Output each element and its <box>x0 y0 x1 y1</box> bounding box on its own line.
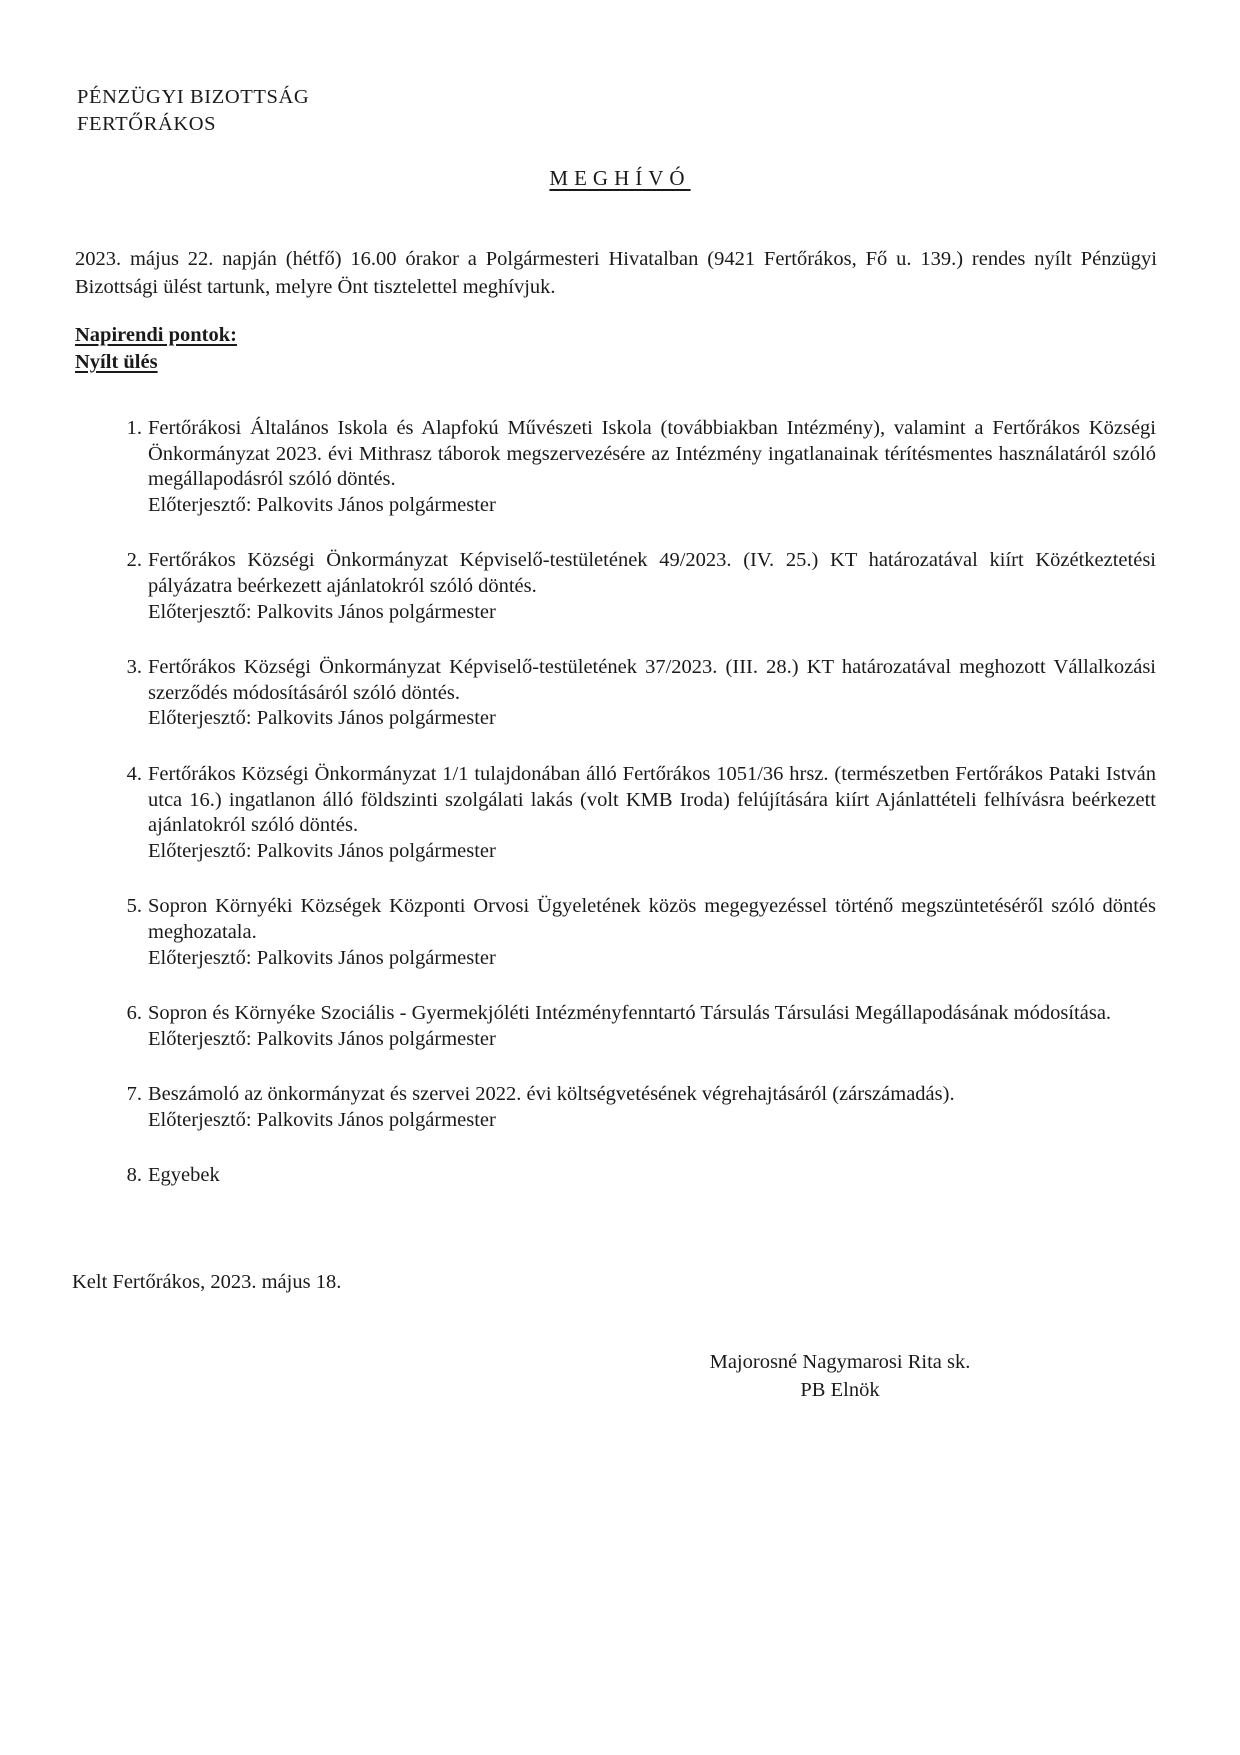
agenda-item-number: 1. <box>126 417 142 439</box>
agenda-item-presenter: Előterjesztő: Palkovits János polgármester <box>148 839 496 862</box>
agenda-item <box>126 655 1156 732</box>
document-title: MEGHÍVÓ <box>549 166 691 190</box>
invitation-intro: 2023. május 22. napján (hétfő) 16.00 órakor a Polgármesteri Hivatalban (9421 Fertőrákos, Fő u. 139.) rendes nyílt Pénzügyi Bizottsági ülést tartunk, melyre Önt tisztelettel meghívjuk. <box>75 248 1157 298</box>
agenda-heading <box>75 322 237 376</box>
agenda-item <box>126 1082 1156 1133</box>
agenda-item <box>126 894 1156 971</box>
agenda-heading-label: Napirendi pontok: <box>75 324 237 346</box>
agenda-item-text: Egyebek <box>148 1164 220 1187</box>
signature-block <box>600 1348 1080 1404</box>
agenda-item-number: 5. <box>126 895 142 918</box>
agenda-item-number: 8. <box>126 1164 142 1187</box>
agenda-item-presenter: Előterjesztő: Palkovits János polgármester <box>148 600 496 623</box>
agenda-item-text: Beszámoló az önkormányzat és szervei 2022. évi költségvetésének végrehajtásáról (zárszámadás). <box>148 1083 955 1106</box>
agenda-item-text: Fertőrákos Községi Önkormányzat Képviselő-testületének 37/2023. (III. 28.) KT határozatával meghozott Vállalkozási szerződés módosításáról szóló döntés. <box>148 656 1156 704</box>
signatory-name: Majorosné Nagymarosi Rita sk. <box>709 1351 971 1373</box>
agenda-item-presenter: Előterjesztő: Palkovits János polgármester <box>148 946 496 969</box>
agenda-item <box>126 416 1156 518</box>
agenda-list <box>0 416 1240 1189</box>
agenda-item-number: 2. <box>126 549 142 572</box>
agenda-item-presenter: Előterjesztő: Palkovits János polgármester <box>148 707 496 730</box>
agenda-item-text: Sopron és Környéke Szociális - Gyermekjóléti Intézményfenntartó Társulás Társulási Megállapodásának módosítása. <box>148 1002 1112 1025</box>
agenda-subheading-label: Nyílt ülés <box>75 351 158 373</box>
agenda-item <box>126 1163 1156 1189</box>
signatory-role: PB Elnök <box>800 1379 880 1401</box>
agenda-item-number: 7. <box>126 1083 142 1106</box>
issuer-line-committee: PÉNZÜGYI BIZOTTSÁG <box>77 86 310 108</box>
agenda-item-number: 4. <box>126 762 142 785</box>
agenda-item <box>126 762 1156 864</box>
issuer-line-town: FERTŐRÁKOS <box>77 113 217 135</box>
agenda-item-presenter: Előterjesztő: Palkovits János polgármester <box>148 1027 496 1050</box>
agenda-item-number: 3. <box>126 656 142 679</box>
issuer-header <box>77 84 309 138</box>
agenda-item <box>126 548 1156 625</box>
agenda-item-text: Sopron Környéki Községek Központi Orvosi Ügyeletének közös megegyezéssel történő megszüntetéséről szóló döntés meghozatala. <box>148 895 1156 943</box>
agenda-item <box>126 1001 1156 1052</box>
agenda-item-text: Fertőrákosi Általános Iskola és Alapfokú Művészeti Iskola (továbbiakban Intézmény), valamint a Fertőrákos Községi Önkormányzat 2023. évi Mithrasz táborok megszervezésére az Intézmény ingatlanainak térítésmentes használatáról szóló megállapodásról szóló döntés. <box>148 417 1156 491</box>
agenda-item-presenter: Előterjesztő: Palkovits János polgármester <box>148 493 496 516</box>
agenda-item-text: Fertőrákos Községi Önkormányzat 1/1 tulajdonában álló Fertőrákos 1051/36 hrsz. (természetben Fertőrákos Pataki István utca 16.) ingatlanon álló földszinti szolgálati lakás (volt KMB Iroda) felújítására kiírt Ajánlattételi felhívásra beérkezett ajánlatokról szóló döntés. <box>148 762 1156 837</box>
date-place-line: Kelt Fertőrákos, 2023. május 18. <box>72 1271 342 1293</box>
agenda-item-text: Fertőrákos Községi Önkormányzat Képviselő-testületének 49/2023. (IV. 25.) KT határozatával kiírt Közétkeztetési pályázatra beérkezett ajánlatokról szóló döntés. <box>148 549 1156 597</box>
agenda-item-number: 6. <box>126 1002 142 1025</box>
agenda-item-presenter: Előterjesztő: Palkovits János polgármester <box>148 1108 496 1131</box>
